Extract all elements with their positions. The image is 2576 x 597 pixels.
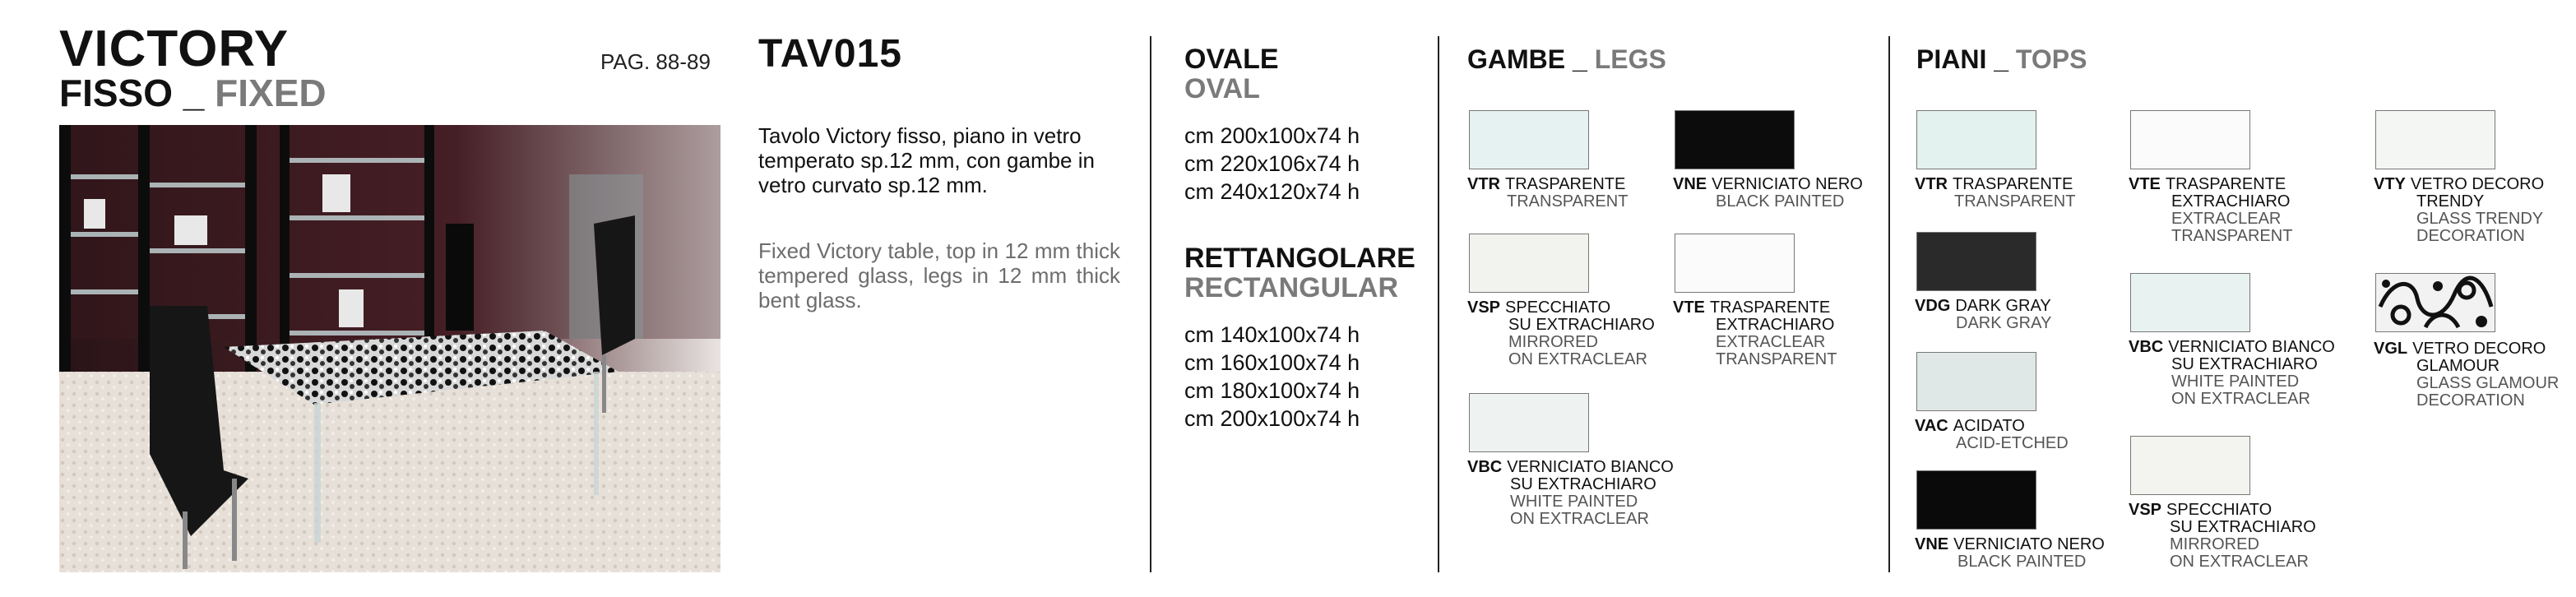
- oval-title-english: OVAL: [1184, 73, 1260, 104]
- top-name-en-line2: ON EXTRACLEAR: [2170, 553, 2309, 571]
- top-name-en: EXTRACLEAR: [2171, 210, 2282, 228]
- top-name-en: WHITE PAINTED: [2171, 373, 2300, 391]
- leg-name-en-line2: TRANSPARENT: [1716, 350, 1837, 368]
- top-name-en: GLASS TRENDY: [2416, 210, 2544, 228]
- leg-name-it-line2: SU EXTRACHIARO: [1510, 475, 1656, 493]
- series-title: VICTORY: [59, 21, 290, 77]
- top-name-en: ACID-ETCHED: [1956, 434, 2069, 452]
- top-swatch-vbc: [2130, 273, 2250, 332]
- product-code: TAV015: [758, 32, 902, 76]
- top-name-it: VERNICIATO NERO: [1953, 535, 2105, 553]
- product-photo: [59, 125, 720, 572]
- leg-swatch-vne: [1675, 110, 1795, 169]
- leg-code: VNE: [1673, 175, 1707, 193]
- rect-size: cm 140x100x74 h: [1184, 322, 1360, 347]
- top-code: VTR: [1915, 175, 1948, 193]
- leg-label-vte: [1673, 299, 1837, 368]
- leg-code: VTE: [1673, 298, 1705, 317]
- rectangular-section: [1184, 243, 1415, 433]
- leg-code: VTR: [1467, 175, 1500, 193]
- description-italian: Tavolo Victory fisso, piano in vetro temperato sp.12 mm, con gambe in vetro curvato sp.12 mm.: [758, 123, 1095, 197]
- top-name-en-line2: ON EXTRACLEAR: [2171, 390, 2310, 408]
- top-name-en: MIRRORED: [2170, 535, 2259, 553]
- top-label-vtr: [1915, 176, 2075, 211]
- top-name-it: VERNICIATO BIANCO: [2168, 338, 2335, 356]
- leg-name-it: TRASPARENTE: [1709, 298, 1831, 317]
- rect-size: cm 180x100x74 h: [1184, 378, 1360, 403]
- tops-title-english: TOPS: [2015, 44, 2087, 74]
- top-code: VBC: [2129, 338, 2164, 356]
- top-name-en-line2: DECORATION: [2416, 227, 2525, 245]
- top-name-it: DARK GRAY: [1955, 297, 2051, 315]
- top-code: VNE: [1915, 535, 1949, 553]
- top-label-vty: [2374, 176, 2544, 245]
- series-subtitle: [59, 72, 327, 113]
- top-name-it: VETRO DECORO: [2410, 175, 2545, 193]
- oval-size: cm 200x100x74 h: [1184, 123, 1360, 148]
- subtitle-english: FIXED: [215, 72, 327, 114]
- legs-title-english: LEGS: [1594, 44, 1666, 74]
- leg-name-en: BLACK PAINTED: [1716, 192, 1845, 211]
- top-code: VTY: [2374, 175, 2406, 193]
- top-swatch-vte: [2130, 110, 2250, 169]
- top-name-it-line2: SU EXTRACHIARO: [2170, 518, 2316, 536]
- product-photo-illustration: [59, 125, 720, 572]
- tops-title-italian: PIANI _: [1916, 44, 2009, 74]
- rect-size: cm 200x100x74 h: [1184, 406, 1360, 431]
- top-name-it: TRASPARENTE: [1953, 175, 2073, 193]
- leg-name-it: TRASPARENTE: [1505, 175, 1626, 193]
- leg-code: VSP: [1467, 298, 1501, 317]
- divider-dimensions: [1150, 36, 1151, 572]
- top-label-vac: [1915, 418, 2069, 452]
- top-label-vte: [2129, 176, 2292, 245]
- top-label-vbc: [2129, 339, 2335, 408]
- leg-name-it: VERNICIATO BIANCO: [1507, 458, 1674, 476]
- top-name-en-line2: DECORATION: [2416, 391, 2525, 410]
- leg-name-it-line2: SU EXTRACHIARO: [1508, 316, 1655, 334]
- top-swatch-vtr: [1916, 110, 2036, 169]
- top-label-vdg: [1915, 298, 2051, 332]
- leg-name-en: TRANSPARENT: [1507, 192, 1629, 211]
- leg-name-en: EXTRACLEAR: [1716, 333, 1826, 351]
- leg-label-vne: [1673, 176, 1863, 211]
- top-swatch-vac: [1916, 352, 2036, 411]
- rect-size: cm 160x100x74 h: [1184, 350, 1360, 375]
- leg-name-it-line2: EXTRACHIARO: [1716, 316, 1835, 334]
- oval-title-italian: OVALE: [1184, 44, 1279, 75]
- top-name-it: ACIDATO: [1953, 417, 2025, 435]
- leg-name-it: SPECCHIATO: [1505, 298, 1611, 317]
- divider-legs: [1438, 36, 1439, 572]
- leg-label-vtr: [1467, 176, 1628, 211]
- top-name-en: BLACK PAINTED: [1957, 553, 2087, 571]
- description-english: Fixed Victory table, top in 12 mm thick tempered glass, legs in 12 mm thick bent glass.: [758, 238, 1120, 312]
- glamour-pattern-icon: [2376, 274, 2495, 332]
- top-code: VSP: [2129, 501, 2162, 519]
- top-swatch-vgl: [2375, 273, 2495, 332]
- top-swatch-vty: [2375, 110, 2495, 169]
- divider-tops: [1888, 36, 1890, 572]
- leg-label-vsp: [1467, 299, 1655, 368]
- top-name-it-line2: EXTRACHIARO: [2171, 192, 2291, 211]
- rect-title-italian: RETTANGOLARE: [1184, 243, 1415, 274]
- oval-size: cm 220x106x74 h: [1184, 151, 1360, 176]
- rect-size-list: [1184, 321, 1415, 433]
- oval-size: cm 240x120x74 h: [1184, 179, 1360, 204]
- leg-swatch-vbc: [1469, 393, 1589, 452]
- top-label-vne: [1915, 536, 2105, 571]
- leg-swatch-vsp: [1469, 234, 1589, 293]
- leg-name-en: WHITE PAINTED: [1510, 493, 1638, 511]
- top-label-vsp: [2129, 502, 2316, 571]
- top-name-en: DARK GRAY: [1956, 314, 2052, 332]
- top-swatch-vsp: [2130, 436, 2250, 495]
- leg-code: VBC: [1467, 458, 1503, 476]
- leg-label-vbc: [1467, 459, 1674, 528]
- legs-title: [1467, 44, 1666, 75]
- top-code: VAC: [1915, 417, 1948, 435]
- leg-swatch-vte: [1675, 234, 1795, 293]
- leg-name-it: VERNICIATO NERO: [1712, 175, 1863, 193]
- oval-size-list: [1184, 122, 1360, 206]
- rect-title-english: RECTANGULAR: [1184, 272, 1399, 303]
- top-label-vgl: [2374, 340, 2559, 410]
- tops-title: [1916, 44, 2087, 75]
- leg-name-en-line2: ON EXTRACLEAR: [1510, 510, 1649, 528]
- top-name-en: TRANSPARENT: [1954, 192, 2076, 211]
- top-code: VGL: [2374, 340, 2408, 358]
- top-name-it-line2: GLAMOUR: [2416, 357, 2500, 375]
- top-name-it: VETRO DECORO: [2412, 340, 2546, 358]
- legs-title-italian: GAMBE _: [1467, 44, 1587, 74]
- oval-section: [1184, 44, 1360, 206]
- top-name-en: GLASS GLAMOUR: [2416, 374, 2560, 392]
- leg-swatch-vtr: [1469, 110, 1589, 169]
- top-name-it-line2: TRENDY: [2416, 192, 2485, 211]
- top-name-it-line2: SU EXTRACHIARO: [2171, 355, 2318, 373]
- page-reference: PAG. 88-89: [600, 49, 711, 74]
- top-swatch-vdg: [1916, 232, 2036, 291]
- top-name-en-line2: TRANSPARENT: [2171, 227, 2293, 245]
- top-name-it: TRASPARENTE: [2165, 175, 2286, 193]
- subtitle-italian: FISSO _: [59, 72, 205, 114]
- leg-name-en-line2: ON EXTRACLEAR: [1508, 350, 1647, 368]
- top-code: VTE: [2129, 175, 2161, 193]
- top-name-it: SPECCHIATO: [2166, 501, 2273, 519]
- leg-name-en: MIRRORED: [1508, 333, 1598, 351]
- top-swatch-vne: [1916, 470, 2036, 530]
- top-code: VDG: [1915, 297, 1951, 315]
